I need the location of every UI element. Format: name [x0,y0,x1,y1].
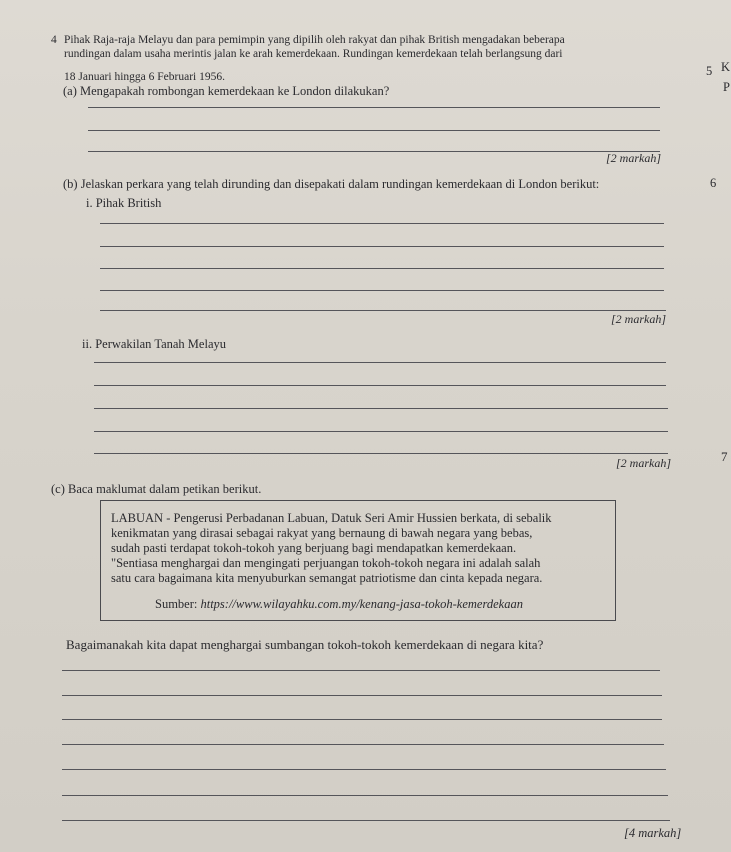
answer-line-bi4[interactable] [100,290,664,291]
answer-line-bii3[interactable] [94,408,668,409]
answer-line-a3[interactable] [88,151,660,152]
margin-note-p: P [723,80,730,94]
intro-line-3: 18 Januari hingga 6 Februari 1956. [64,71,225,83]
excerpt-line-2: kenikmatan yang dirasai sebagai rakyat yang bernaung di bawah negara yang bebas, [111,526,533,540]
answer-line-bi1[interactable] [100,223,664,224]
part-b-sub-ii-marks: [2 markah] [616,456,672,470]
answer-line-a2[interactable] [88,130,660,131]
part-c-instruction: (c) Baca maklumat dalam petikan berikut. [51,482,262,496]
part-b-question: (b) Jelaskan perkara yang telah dirunding dan disepakati dalam rundingan kemerdekaan di London berikut: [63,177,600,191]
part-a-marks: [2 markah] [606,151,662,165]
part-b-sub-ii-label: ii. Perwakilan Tanah Melayu [82,337,226,351]
excerpt-box [100,500,616,621]
answer-line-c4[interactable] [62,744,664,745]
question-number: 4 [51,34,57,46]
answer-line-bii1[interactable] [94,362,666,363]
margin-note-k: K [721,60,731,74]
answer-line-c2[interactable] [62,695,662,696]
answer-line-bii4[interactable] [94,431,668,432]
answer-line-c5[interactable] [62,769,666,770]
intro-line-1: Pihak Raja-raja Melayu dan para pemimpin yang dipilih oleh rakyat dan pihak British mengadakan beberapa [64,34,565,46]
margin-note-7: 7 [721,449,728,464]
answer-line-c6[interactable] [62,795,668,796]
source-url: https://www.wilayahku.com.my/kenang-jasa-tokoh-kemerdekaan [200,597,523,611]
part-c-marks: [4 markah] [624,826,682,840]
answer-line-bi3[interactable] [100,268,664,269]
answer-line-bi2[interactable] [100,246,664,247]
margin-note-6: 6 [710,176,717,190]
part-b-sub-i-marks: [2 markah] [611,312,667,326]
answer-line-c1[interactable] [62,670,660,671]
answer-line-a1[interactable] [88,107,660,108]
excerpt-line-3: sudah pasti terdapat tokoh-tokoh yang berjuang bagi mendapatkan kemerdekaan. [111,541,517,555]
intro-line-2: rundingan dalam usaha merintis jalan ke arah kemerdekaan. Rundingan kemerdekaan telah berlangsung dari [64,48,563,60]
answer-line-c3[interactable] [62,719,662,720]
answer-line-bi5[interactable] [100,310,666,311]
part-c-prompt: Bagaimanakah kita dapat menghargai sumbangan tokoh-tokoh kemerdekaan di negara kita? [66,637,544,652]
answer-line-bii5[interactable] [94,453,668,454]
answer-line-c7[interactable] [62,820,670,821]
part-b-sub-i-label: i. Pihak British [86,196,162,210]
excerpt-line-5: satu cara bagaimana kita menyuburkan semangat patriotisme dan cinta kepada negara. [111,571,543,585]
source-label: Sumber: [155,597,198,611]
answer-line-bii2[interactable] [94,385,666,386]
excerpt-source [155,597,523,611]
margin-note-5: 5 [706,64,713,78]
excerpt-line-4: "Sentiasa menghargai dan mengingati perjuangan tokoh-tokoh negara ini adalah salah [111,556,541,570]
excerpt-line-1: LABUAN - Pengerusi Perbadanan Labuan, Datuk Seri Amir Hussien berkata, di sebalik [111,511,552,525]
part-a-question: (a) Mengapakah rombongan kemerdekaan ke London dilakukan? [63,84,390,98]
